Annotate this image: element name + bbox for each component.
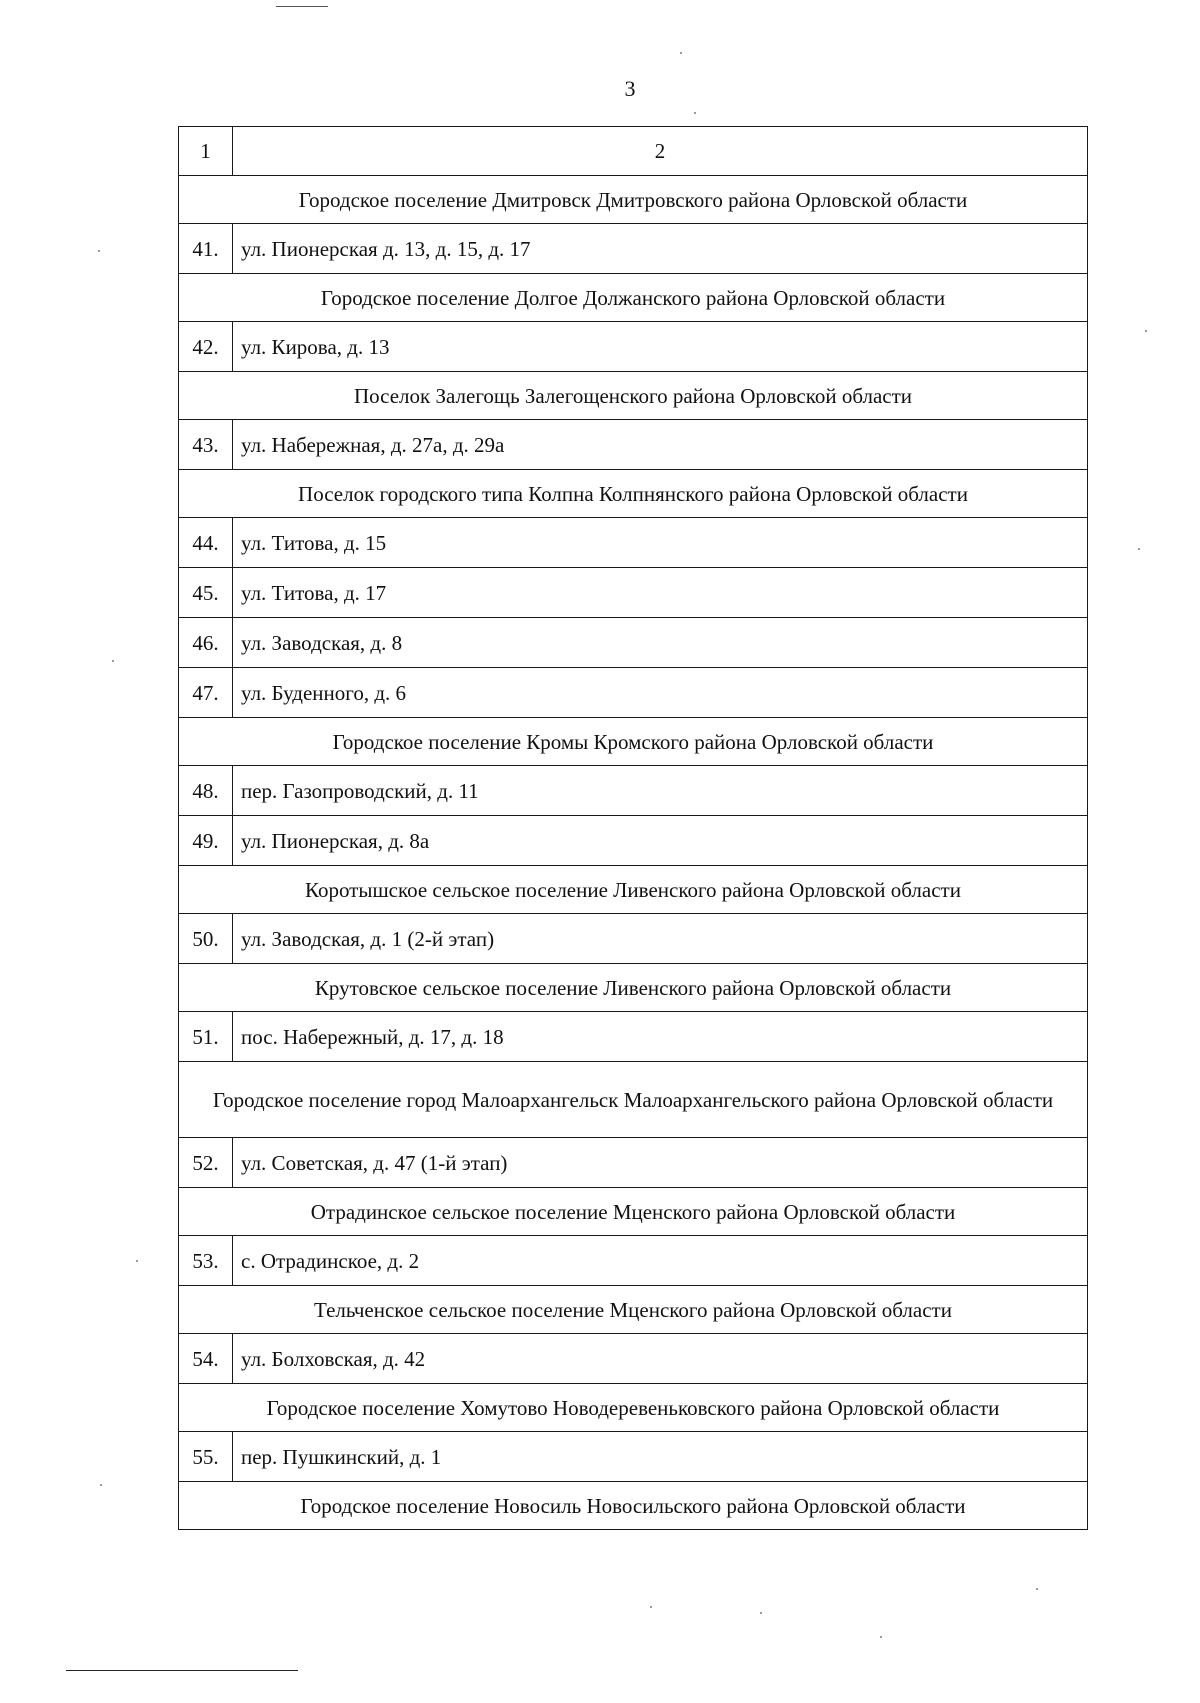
section-title: Городское поселение Новосиль Новосильского района Орловской области — [179, 1482, 1088, 1530]
table-row — [179, 224, 1088, 274]
scan-speck — [880, 1636, 882, 1638]
table-row — [179, 618, 1088, 668]
row-address: ул. Титова, д. 15 — [233, 518, 1088, 568]
row-address: ул. Буденного, д. 6 — [233, 668, 1088, 718]
section-row — [179, 1286, 1088, 1334]
row-address: ул. Заводская, д. 8 — [233, 618, 1088, 668]
scan-speck — [136, 1260, 138, 1262]
row-address: пос. Набережный, д. 17, д. 18 — [233, 1012, 1088, 1062]
row-address: ул. Заводская, д. 1 (2-й этап) — [233, 914, 1088, 964]
row-address: пер. Газопроводский, д. 11 — [233, 766, 1088, 816]
address-table — [178, 126, 1088, 1530]
table-row — [179, 1138, 1088, 1188]
section-row — [179, 1384, 1088, 1432]
section-row — [179, 274, 1088, 322]
scan-speck — [680, 52, 682, 54]
row-number: 52. — [179, 1138, 233, 1188]
scan-speck — [1036, 1588, 1038, 1590]
section-title: Городское поселение Хомутово Новодеревеньковского района Орловской области — [179, 1384, 1088, 1432]
row-address: ул. Пионерская д. 13, д. 15, д. 17 — [233, 224, 1088, 274]
table-row — [179, 1432, 1088, 1482]
table-row — [179, 518, 1088, 568]
table-row — [179, 568, 1088, 618]
row-number: 48. — [179, 766, 233, 816]
table-row — [179, 420, 1088, 470]
section-row — [179, 470, 1088, 518]
section-row — [179, 1188, 1088, 1236]
row-number: 51. — [179, 1012, 233, 1062]
table-row — [179, 322, 1088, 372]
row-number: 50. — [179, 914, 233, 964]
section-row — [179, 1482, 1088, 1530]
row-number: 53. — [179, 1236, 233, 1286]
table-row — [179, 914, 1088, 964]
row-number: 42. — [179, 322, 233, 372]
section-row — [179, 718, 1088, 766]
row-number: 44. — [179, 518, 233, 568]
section-title: Городское поселение Дмитровск Дмитровского района Орловской области — [179, 176, 1088, 224]
page-number: 3 — [624, 76, 636, 101]
row-address: ул. Советская, д. 47 (1-й этап) — [233, 1138, 1088, 1188]
section-title: Городское поселение город Малоархангельск Малоархангельского района Орловской области — [179, 1062, 1088, 1138]
header-cell-number: 1 — [179, 127, 233, 176]
scan-speck — [100, 1484, 102, 1486]
row-number: 55. — [179, 1432, 233, 1482]
row-address: ул. Кирова, д. 13 — [233, 322, 1088, 372]
scan-speck — [1145, 330, 1147, 332]
section-row — [179, 1062, 1088, 1138]
section-title: Городское поселение Долгое Должанского района Орловской области — [179, 274, 1088, 322]
scan-speck — [760, 1612, 762, 1614]
section-row — [179, 372, 1088, 420]
section-title: Поселок городского типа Колпна Колпнянского района Орловской области — [179, 470, 1088, 518]
table-body — [179, 127, 1088, 1530]
table-row — [179, 1012, 1088, 1062]
section-title: Крутовское сельское поселение Ливенского района Орловской области — [179, 964, 1088, 1012]
row-number: 49. — [179, 816, 233, 866]
scan-speck — [694, 112, 696, 114]
section-title: Городское поселение Кромы Кромского района Орловской области — [179, 718, 1088, 766]
row-number: 47. — [179, 668, 233, 718]
row-number: 45. — [179, 568, 233, 618]
scan-speck — [650, 1606, 652, 1608]
section-row — [179, 176, 1088, 224]
section-row — [179, 866, 1088, 914]
section-title: Отрадинское сельское поселение Мценского района Орловской области — [179, 1188, 1088, 1236]
row-address: с. Отрадинское, д. 2 — [233, 1236, 1088, 1286]
section-row — [179, 964, 1088, 1012]
header-cell-address: 2 — [233, 127, 1088, 176]
table-row — [179, 668, 1088, 718]
table-row — [179, 1334, 1088, 1384]
row-number: 41. — [179, 224, 233, 274]
row-number: 46. — [179, 618, 233, 668]
scan-speck — [98, 250, 100, 252]
row-address: ул. Болховская, д. 42 — [233, 1334, 1088, 1384]
section-title: Коротышское сельское поселение Ливенского района Орловской области — [179, 866, 1088, 914]
table-header-row — [179, 127, 1088, 176]
row-number: 43. — [179, 420, 233, 470]
footnote-divider-line — [66, 1670, 298, 1671]
section-title: Тельченское сельское поселение Мценского района Орловской области — [179, 1286, 1088, 1334]
row-number: 54. — [179, 1334, 233, 1384]
scan-speck — [1138, 548, 1140, 550]
top-divider-line — [276, 6, 328, 7]
scan-speck — [112, 660, 114, 662]
row-address: ул. Пионерская, д. 8а — [233, 816, 1088, 866]
table-row — [179, 816, 1088, 866]
row-address: ул. Набережная, д. 27а, д. 29а — [233, 420, 1088, 470]
row-address: пер. Пушкинский, д. 1 — [233, 1432, 1088, 1482]
table-row — [179, 766, 1088, 816]
row-address: ул. Титова, д. 17 — [233, 568, 1088, 618]
table-row — [179, 1236, 1088, 1286]
section-title: Поселок Залегощь Залегощенского района Орловской области — [179, 372, 1088, 420]
